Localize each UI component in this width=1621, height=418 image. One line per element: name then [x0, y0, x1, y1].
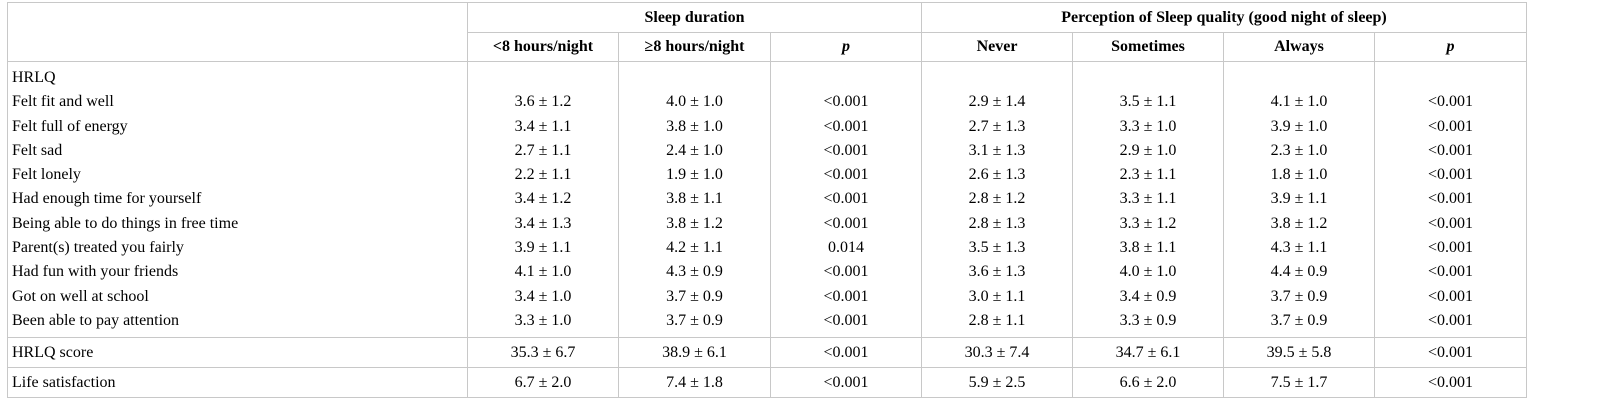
table-cell: <0.001 [1428, 93, 1474, 111]
spacer [1073, 66, 1223, 90]
item-label: Felt lonely [12, 166, 81, 184]
table-cell: 2.2 ± 1.1 [514, 166, 572, 184]
group-header-sleep-duration: Sleep duration [468, 3, 922, 33]
results-table [7, 2, 1527, 398]
table-cell: 2.9 ± 1.0 [1119, 141, 1177, 159]
table-cell: <0.001 [1375, 338, 1527, 368]
table-cell: 3.9 ± 1.1 [1270, 190, 1328, 208]
table-cell: 3.5 ± 1.1 [1119, 93, 1177, 111]
table-cell: <0.001 [1428, 214, 1474, 232]
table-cell: 3.4 ± 1.3 [514, 214, 572, 232]
empty-header-cell [8, 3, 468, 62]
item-label: Being able to do things in free time [12, 214, 239, 232]
column-header: Sometimes [1073, 33, 1224, 62]
column-header: ≥8 hours/night [619, 33, 771, 62]
table-cell: 3.8 ± 1.2 [666, 214, 723, 232]
row-label: HRLQ score [8, 338, 468, 368]
table-cell: <0.001 [823, 93, 869, 111]
column-header-p: p [1375, 33, 1527, 62]
table-cell: 4.3 ± 0.9 [666, 263, 723, 281]
header-group-row [8, 3, 1527, 33]
table-cell: 2.4 ± 1.0 [666, 141, 723, 159]
table-cell: 0.014 [828, 239, 864, 257]
table-cell: 2.3 ± 1.0 [1270, 141, 1328, 159]
item-label: Felt fit and well [12, 93, 114, 111]
item-label: Got on well at school [12, 287, 149, 305]
values-column [922, 62, 1073, 338]
table-cell: 3.3 ± 1.0 [514, 311, 572, 329]
table-cell: <0.001 [823, 190, 869, 208]
table-cell: 2.8 ± 1.2 [968, 190, 1026, 208]
values-column [619, 62, 771, 338]
table-cell: <0.001 [1375, 368, 1527, 398]
table-cell: <0.001 [823, 166, 869, 184]
section-title: HRLQ [12, 69, 56, 86]
table-cell: 3.8 ± 1.2 [1270, 214, 1328, 232]
values-column [1073, 62, 1224, 338]
table-cell: 3.5 ± 1.3 [968, 239, 1026, 257]
table-cell: 3.4 ± 1.0 [514, 287, 572, 305]
life-satisfaction-row [8, 368, 1527, 398]
table-cell: <0.001 [1428, 287, 1474, 305]
spacer [922, 66, 1072, 90]
spacer [1375, 66, 1526, 90]
table-cell: <0.001 [1428, 117, 1474, 135]
table-cell: 3.3 ± 1.0 [1119, 117, 1177, 135]
table-cell: 3.4 ± 1.1 [514, 117, 572, 135]
table-cell: 4.0 ± 1.0 [1119, 263, 1177, 281]
table-cell: 3.7 ± 0.9 [1270, 311, 1328, 329]
table-cell: 5.9 ± 2.5 [922, 368, 1073, 398]
item-label: Felt sad [12, 141, 63, 159]
values-column [1224, 62, 1375, 338]
table-cell: 7.5 ± 1.7 [1224, 368, 1375, 398]
table-cell: 3.4 ± 1.2 [514, 190, 572, 208]
table-cell: 3.3 ± 1.2 [1119, 214, 1177, 232]
table-cell: 2.7 ± 1.1 [514, 141, 572, 159]
table-cell: <0.001 [823, 287, 869, 305]
spacer [468, 66, 618, 90]
table-cell: 4.4 ± 0.9 [1270, 263, 1328, 281]
table-cell: 39.5 ± 5.8 [1224, 338, 1375, 368]
table-cell: 2.8 ± 1.1 [968, 311, 1026, 329]
table-cell: 7.4 ± 1.8 [619, 368, 771, 398]
item-labels [8, 62, 468, 338]
table-cell: 3.3 ± 1.1 [1119, 190, 1177, 208]
spacer [619, 66, 770, 90]
table-cell: <0.001 [1428, 190, 1474, 208]
table-cell: 4.3 ± 1.1 [1270, 239, 1328, 257]
item-label: Been able to pay attention [12, 311, 180, 329]
table-cell: 3.7 ± 0.9 [1270, 287, 1328, 305]
table-cell: 3.8 ± 1.1 [1119, 239, 1177, 257]
table-cell: 3.7 ± 0.9 [666, 311, 723, 329]
column-header: <8 hours/night [468, 33, 619, 62]
table-cell: 3.8 ± 1.0 [666, 117, 723, 135]
spacer [771, 66, 921, 90]
table-cell: <0.001 [823, 311, 869, 329]
table-cell: <0.001 [771, 368, 922, 398]
table-cell: 2.3 ± 1.1 [1119, 166, 1177, 184]
table-cell: 3.0 ± 1.1 [968, 287, 1026, 305]
table-cell: 4.1 ± 1.0 [1270, 93, 1328, 111]
table-cell: <0.001 [1428, 263, 1474, 281]
column-header-p: p [771, 33, 922, 62]
values-column [468, 62, 619, 338]
table-cell: <0.001 [771, 338, 922, 368]
table-cell: 2.9 ± 1.4 [968, 93, 1026, 111]
table-cell: 1.9 ± 1.0 [666, 166, 723, 184]
table-cell: <0.001 [823, 117, 869, 135]
table-cell: <0.001 [823, 141, 869, 159]
table-cell: 3.6 ± 1.2 [514, 93, 572, 111]
p-values-column [771, 62, 922, 338]
table-cell: <0.001 [1428, 141, 1474, 159]
table-cell: 4.1 ± 1.0 [514, 263, 572, 281]
table-cell: <0.001 [1428, 239, 1474, 257]
item-label: Felt full of energy [12, 117, 128, 135]
column-header: Never [922, 33, 1073, 62]
p-values-column [1375, 62, 1527, 338]
table-cell: 3.8 ± 1.1 [666, 190, 723, 208]
table-cell: 4.2 ± 1.1 [666, 239, 723, 257]
table-cell: 6.7 ± 2.0 [468, 368, 619, 398]
table-cell: 3.4 ± 0.9 [1119, 287, 1177, 305]
table-cell: 2.7 ± 1.3 [968, 117, 1026, 135]
hrlq-items-block [8, 62, 1527, 338]
table-cell: 3.9 ± 1.0 [1270, 117, 1328, 135]
table-cell: 4.0 ± 1.0 [666, 93, 723, 111]
item-label: Parent(s) treated you fairly [12, 239, 184, 257]
table-cell: <0.001 [1428, 311, 1474, 329]
table-cell: <0.001 [823, 263, 869, 281]
item-label: Had enough time for yourself [12, 190, 202, 208]
table-cell: 35.3 ± 6.7 [468, 338, 619, 368]
spacer [1224, 66, 1374, 90]
hrlq-score-row [8, 338, 1527, 368]
table-cell: 38.9 ± 6.1 [619, 338, 771, 368]
table-cell: 3.7 ± 0.9 [666, 287, 723, 305]
table-cell: 6.6 ± 2.0 [1073, 368, 1224, 398]
group-header-sleep-quality: Perception of Sleep quality (good night of sleep) [922, 3, 1527, 33]
table-cell: 1.8 ± 1.0 [1270, 166, 1328, 184]
table-cell: 3.3 ± 0.9 [1119, 311, 1177, 329]
table-cell: 3.6 ± 1.3 [968, 263, 1026, 281]
table-cell: 3.9 ± 1.1 [514, 239, 572, 257]
table-cell: 3.1 ± 1.3 [968, 141, 1026, 159]
table-cell: 2.8 ± 1.3 [968, 214, 1026, 232]
column-header: Always [1224, 33, 1375, 62]
row-label: Life satisfaction [8, 368, 468, 398]
table-cell: 34.7 ± 6.1 [1073, 338, 1224, 368]
table-cell: <0.001 [823, 214, 869, 232]
item-label: Had fun with your friends [12, 263, 179, 281]
table-cell: 2.6 ± 1.3 [968, 166, 1026, 184]
table-cell: <0.001 [1428, 166, 1474, 184]
table-cell: 30.3 ± 7.4 [922, 338, 1073, 368]
